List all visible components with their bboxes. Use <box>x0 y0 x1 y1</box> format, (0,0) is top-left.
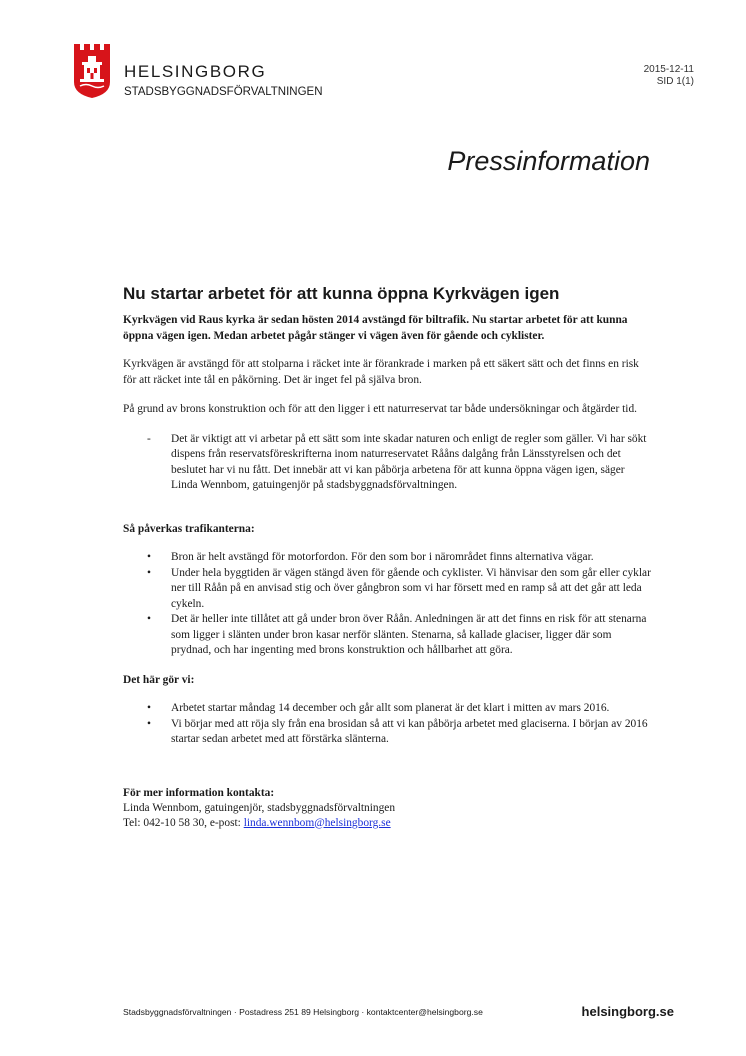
list-item-text: Det är heller inte tillåtet att gå under bron över Råån. Anledningen är att det finns en risk för att stenarna som ligger i slänten under bron kasar nerför slänten. Stenarna, så kallade glaciser, ligger där som prydnad, och har ingenting med brons konstruktion och hållbarhet att göra. <box>171 613 647 656</box>
bullet-list <box>123 701 653 748</box>
bullet-marker: • <box>147 717 151 730</box>
paragraph: På grund av brons konstruktion och för att den ligger i ett naturreservat tar både undersökningar och åtgärder tid. <box>123 403 638 415</box>
organization-department: STADSBYGGNADSFÖRVALTNINGEN <box>124 86 323 98</box>
bullet-marker: • <box>147 551 151 563</box>
bullet-marker: • <box>147 566 151 579</box>
section-heading: Så påverkas trafikanterna: <box>123 522 255 535</box>
list-item-text: Arbetet startar måndag 14 december och går allt som planerat är det klart i mitten av mars 2016. <box>171 702 610 714</box>
quote-text: Det är viktigt att vi arbetar på ett sätt som inte skadar naturen och enligt de regler som gäller. Vi har sökt dispens från reservatsföreskrifterna inom naturreservatet Rååns dalgång från Länsstyrelsen och det beslutet har vi nu fått. Det innebär att vi kan påbörja arbetena för att kunna öppna vägen igen, säger Linda Wennbom, gatuingenjör på stadsbyggnadsförvaltningen. <box>171 432 647 491</box>
paragraph: Kyrkvägen är avstängd för att stolparna i räcket inte är förankrade i marken på ett säkert sätt och det finns en risk för att räcket inte tål en påkörning. Det är inget fel på själva bron. <box>123 358 639 386</box>
list-item <box>123 612 653 659</box>
bullet-list <box>123 550 653 659</box>
list-item <box>123 550 653 566</box>
dash-marker: - <box>147 432 151 445</box>
contact-label: För mer information kontakta: <box>123 786 275 799</box>
list-item-text: Bron är helt avstängd för motorfordon. För den som bor i närområdet finns alternativa vägar. <box>171 551 594 563</box>
helsingborg-crest-icon <box>74 44 110 98</box>
contact-phone: Tel: 042-10 58 30, e-post: <box>123 816 244 829</box>
bullet-marker: • <box>147 613 151 625</box>
page-number: SID 1(1) <box>656 76 694 87</box>
organization-name: HELSINGBORG <box>124 62 267 81</box>
list-item-text: Under hela byggtiden är vägen stängd även för gående och cyklister. Vi hänvisar den som går eller cyklar ner till Råån på en anvisad stig och över gångbron som vi har försett med en ramp så att det går att leda cykeln. <box>171 566 651 610</box>
list-item-text: Vi börjar med att röja sly från ena brosidan så att vi kan påbörja arbetet med glaciserna. I början av 2016 startar sedan arbetet med att förstärka slänterna. <box>171 717 648 745</box>
document-type: Pressinformation <box>447 146 650 176</box>
document-date: 2015-12-11 <box>643 64 694 75</box>
contact-line <box>123 816 653 831</box>
article-body <box>123 283 653 831</box>
contact-block <box>123 786 653 831</box>
list-item <box>123 566 653 613</box>
list-item <box>123 701 653 717</box>
list-item <box>123 717 653 748</box>
bullet-marker: • <box>147 702 151 714</box>
footer-website[interactable]: helsingborg.se <box>581 1004 674 1019</box>
article-lead: Kyrkvägen vid Raus kyrka är sedan hösten 2014 avstängd för biltrafik. Nu startar arbetet för att kunna öppna vägen igen. Medan arbetet pågår stänger vi vägen även för gående och cyklister. <box>123 314 628 342</box>
footer-address: Stadsbyggnadsförvaltningen · Postadress 251 89 Helsingborg · kontaktcenter@helsingborg.se <box>123 1007 483 1017</box>
document-meta <box>644 64 694 88</box>
quote-item <box>123 432 653 494</box>
contact-person: Linda Wennbom, gatuingenjör, stadsbyggnadsförvaltningen <box>123 801 396 814</box>
contact-email-link[interactable]: linda.wennbom@helsingborg.se <box>243 816 391 829</box>
article-headline: Nu startar arbetet för att kunna öppna Kyrkvägen igen <box>123 284 560 303</box>
section-heading: Det här gör vi: <box>123 673 195 686</box>
